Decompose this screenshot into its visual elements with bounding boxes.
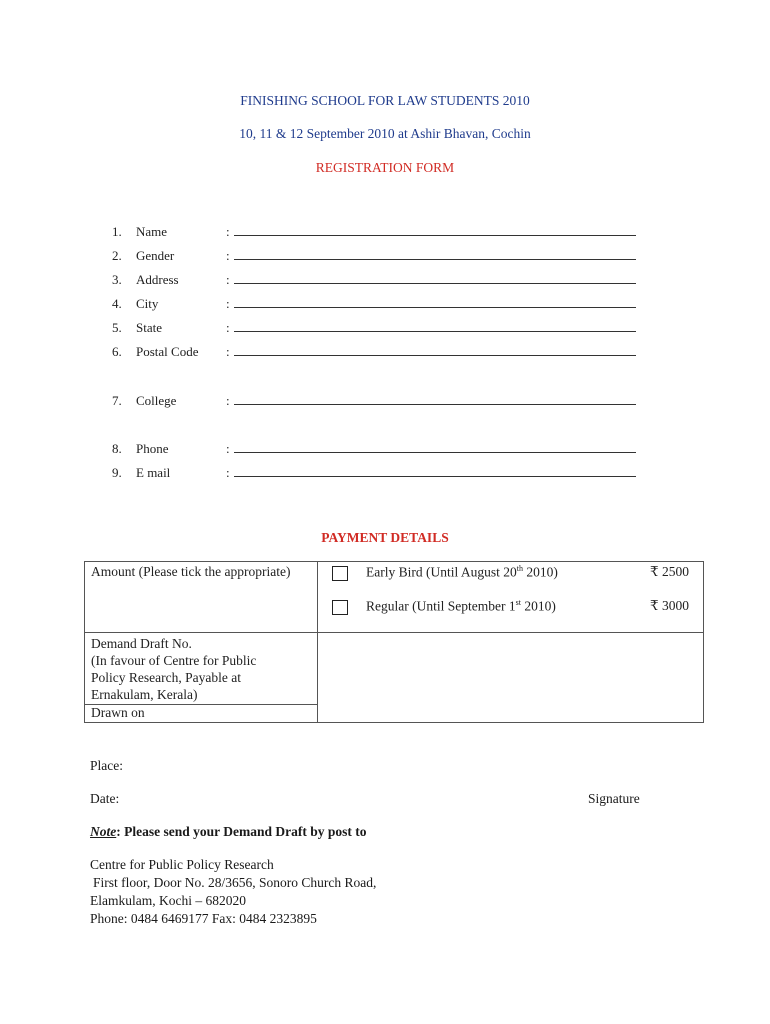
field-label: Postal Code: [136, 344, 199, 359]
early-bird-price: ₹ 2500: [650, 564, 689, 579]
field-label: City: [136, 296, 159, 311]
field-colon: :: [226, 224, 230, 239]
amount-row: [85, 562, 704, 633]
field-gender[interactable]: [112, 248, 642, 266]
demand-draft-entry[interactable]: [318, 633, 704, 723]
note-text: : Please send your Demand Draft by post to: [116, 824, 367, 839]
field-colon: :: [226, 296, 230, 311]
amount-options: [318, 562, 704, 633]
field-college[interactable]: [112, 393, 642, 411]
field-label: Phone: [136, 441, 169, 456]
field-colon: :: [226, 320, 230, 335]
city-input-line[interactable]: [234, 307, 636, 308]
field-colon: :: [226, 248, 230, 263]
date-label: Date:: [90, 791, 120, 806]
field-state[interactable]: [112, 320, 642, 338]
field-label: Name: [136, 224, 168, 239]
field-city[interactable]: [112, 296, 642, 314]
field-postal-code[interactable]: [112, 344, 642, 362]
field-number: 9.: [112, 465, 122, 480]
address-line: First floor, Door No. 28/3656, Sonoro Church Road,: [93, 875, 377, 890]
field-label: Address: [136, 272, 179, 287]
field-number: 2.: [112, 248, 122, 263]
note-line: [90, 824, 367, 840]
event-dates-venue: 10, 11 & 12 September 2010 at Ashir Bhavan, Cochin: [239, 126, 531, 141]
early-bird-checkbox[interactable]: [332, 566, 348, 581]
field-colon: :: [226, 441, 230, 456]
regular-label: Regular (Until September 1st 2010): [366, 598, 556, 614]
field-number: 5.: [112, 320, 122, 335]
form-title: REGISTRATION FORM: [315, 160, 455, 175]
address-line: Elamkulam, Kochi – 682020: [90, 893, 246, 908]
place-label: Place:: [90, 758, 123, 773]
early-bird-label: Early Bird (Until August 20th 2010): [366, 564, 558, 580]
postal-code-input-line[interactable]: [234, 355, 636, 356]
field-number: 7.: [112, 393, 122, 408]
option-regular[interactable]: [318, 598, 703, 632]
field-name[interactable]: [112, 224, 642, 242]
field-address[interactable]: [112, 272, 642, 290]
field-number: 8.: [112, 441, 122, 456]
signature-label: Signature: [588, 791, 640, 806]
field-number: 3.: [112, 272, 122, 287]
option-early-bird[interactable]: [318, 564, 703, 598]
address-line: Centre for Public Policy Research: [90, 857, 274, 872]
drawn-on-label: Drawn on: [85, 705, 318, 723]
name-input-line[interactable]: [234, 235, 636, 236]
field-colon: :: [226, 344, 230, 359]
payment-details-heading: PAYMENT DETAILS: [321, 530, 449, 545]
demand-draft-label: Demand Draft No. (In favour of Centre for Public Policy Research, Payable at Ernakulam, Kerala): [85, 633, 318, 705]
regular-price: ₹ 3000: [650, 598, 689, 613]
phone-input-line[interactable]: [234, 452, 636, 453]
state-input-line[interactable]: [234, 331, 636, 332]
field-colon: :: [226, 272, 230, 287]
regular-checkbox[interactable]: [332, 600, 348, 615]
note-label: Note: [90, 824, 117, 839]
field-label: State: [136, 320, 162, 335]
mailing-address: [90, 856, 376, 928]
college-input-line[interactable]: [234, 404, 636, 405]
field-colon: :: [226, 465, 230, 480]
gender-input-line[interactable]: [234, 259, 636, 260]
field-label: E mail: [136, 465, 171, 480]
field-number: 1.: [112, 224, 122, 239]
document-title: FINISHING SCHOOL FOR LAW STUDENTS 2010: [240, 93, 530, 108]
address-input-line[interactable]: [234, 283, 636, 284]
field-colon: :: [226, 393, 230, 408]
field-phone[interactable]: [112, 441, 642, 459]
demand-draft-row: [85, 633, 704, 705]
field-label: Gender: [136, 248, 175, 263]
field-label: College: [136, 393, 177, 408]
field-email[interactable]: [112, 465, 642, 483]
amount-label: Amount (Please tick the appropriate): [85, 562, 318, 633]
address-line: Phone: 0484 6469177 Fax: 0484 2323895: [90, 911, 317, 926]
field-number: 4.: [112, 296, 122, 311]
email-input-line[interactable]: [234, 476, 636, 477]
field-number: 6.: [112, 344, 122, 359]
payment-table: [84, 561, 704, 723]
